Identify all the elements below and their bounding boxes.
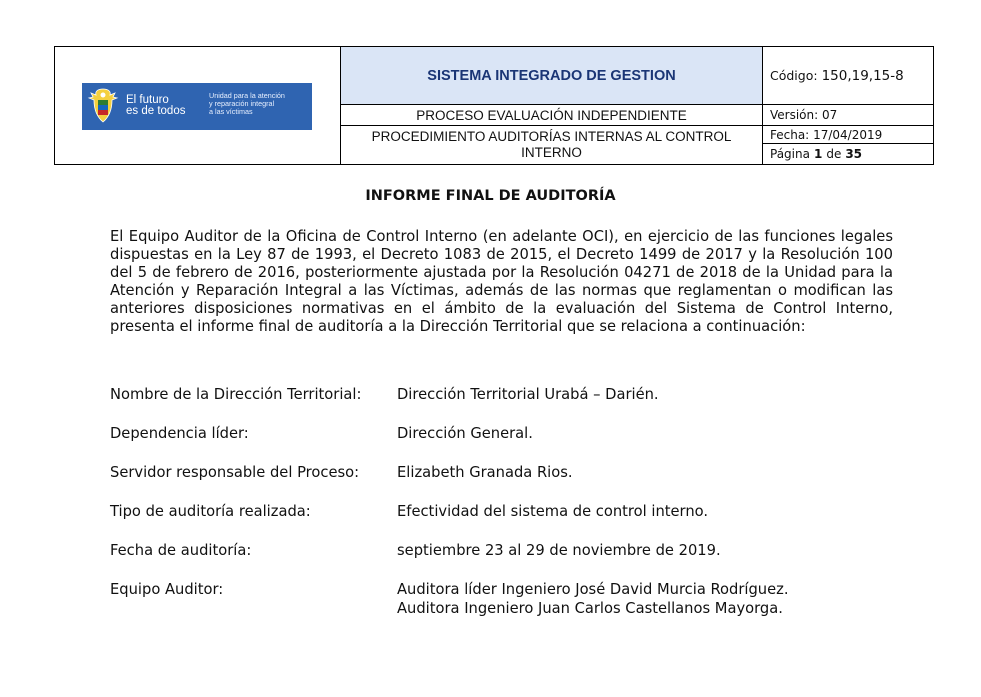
logo-slogan — [126, 95, 204, 117]
page-total: 35 — [845, 147, 863, 161]
version-label: Versión: — [770, 108, 819, 122]
field-label: Dependencia líder: — [110, 425, 249, 442]
logo-cell — [55, 47, 341, 164]
version-value: 07 — [822, 108, 838, 122]
logo-slogan-line2: es de todos — [126, 105, 186, 117]
page-field — [763, 144, 933, 164]
field-value: Dirección Territorial Urabá – Darién. — [397, 386, 659, 403]
logo-slogan-line1: El futuro — [126, 94, 169, 106]
page-of: de — [826, 147, 842, 161]
logo-entity-line2: y reparación integral — [209, 99, 275, 108]
field-label: Equipo Auditor: — [110, 581, 224, 598]
field-value: Dirección General. — [397, 425, 533, 442]
process-name: PROCESO EVALUACIÓN INDEPENDIENTE — [341, 105, 763, 126]
version-field — [763, 105, 933, 126]
field-label: Tipo de auditoría realizada: — [110, 503, 311, 520]
logo-entity-name — [209, 92, 309, 116]
field-value: Elizabeth Granada Rios. — [397, 464, 573, 481]
field-label: Fecha de auditoría: — [110, 542, 252, 559]
intro-paragraph: El Equipo Auditor de la Oficina de Control Interno (en adelante OCI), en ejercicio de las funciones legales dispuestas en la Ley 87 de 1993, el Decreto 1083 de 2015, el Decreto 1499 de 2017 y la Resolución 100 del 5 de febrero de 2016, posteriormente ajustada por la Resolución 04271 de 2018 de la Unidad para la Atención y Reparación Integral a las Víctimas, además de las normas que reglamentan o modifican las anteriores disposiciones normativas en el ámbito de la evaluación del Sistema de Control Interno, presenta el informe final de auditoría a la Dirección Territorial que se relaciona a continuación: — [110, 228, 893, 335]
system-title: SISTEMA INTEGRADO DE GESTION — [341, 47, 763, 105]
page-label: Página — [770, 147, 810, 161]
field-label: Nombre de la Dirección Territorial: — [110, 386, 362, 403]
coat-of-arms-icon — [87, 87, 119, 125]
field-label: Servidor responsable del Proceso: — [110, 464, 360, 481]
field-value: Auditora líder Ingeniero José David Murcia Rodríguez. — [397, 581, 789, 598]
page-number: 1 — [813, 147, 823, 161]
code-value: 150,19,15-8 — [821, 67, 904, 84]
report-title: INFORME FINAL DE AUDITORÍA — [365, 188, 616, 204]
code-field — [763, 47, 933, 105]
procedure-name: PROCEDIMIENTO AUDITORÍAS INTERNAS AL CONTROL INTERNO — [341, 126, 763, 164]
field-value: septiembre 23 al 29 de noviembre de 2019. — [397, 542, 721, 559]
date-label: Fecha: — [770, 127, 810, 142]
date-field — [763, 126, 933, 144]
institution-logo — [82, 83, 312, 130]
field-value: Efectividad del sistema de control interno. — [397, 503, 709, 520]
date-value: 17/04/2019 — [813, 127, 883, 142]
field-value-secondary: Auditora Ingeniero Juan Carlos Castellanos Mayorga. — [397, 600, 783, 617]
logo-entity-line1: Unidad para la atención — [209, 91, 285, 100]
document-header — [54, 46, 934, 165]
logo-entity-line3: a las víctimas — [209, 107, 253, 116]
code-label: Código: — [770, 68, 818, 83]
